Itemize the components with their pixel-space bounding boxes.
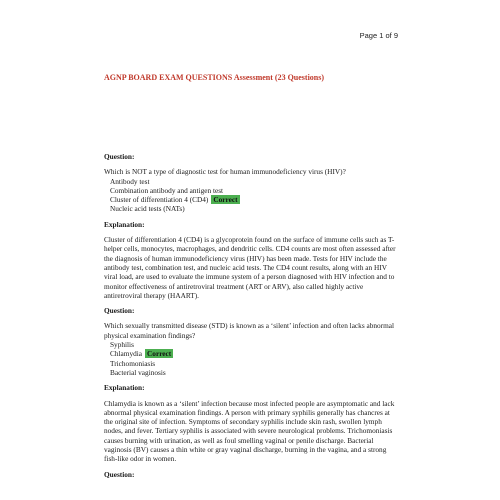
question-text: Which sexually transmitted disease (STD) is known as a ‘silent’ infection and often lacks abnormal physical examination findings?	[104, 321, 395, 340]
answer-option-correct: Cluster of differentiation 4 (CD4) Correct	[110, 195, 238, 205]
question-block-2	[104, 306, 400, 463]
question-heading: Question:	[104, 152, 135, 161]
title-suffix: Assessment (23 Questions)	[233, 73, 325, 82]
question-list	[104, 152, 400, 485]
answer-option: Bacterial vaginosis	[110, 367, 166, 377]
title-main: AGNP BOARD EXAM QUESTIONS	[104, 73, 233, 82]
question-heading: Question:	[104, 306, 135, 316]
answer-option: Trichomoniasis	[110, 358, 156, 368]
answer-option: Combination antibody and antigen test	[110, 185, 224, 195]
answer-options	[104, 177, 400, 214]
explanation-text: Chlamydia is known as a ‘silent’ infection because most infected people are asymptomatic and lack abnormal physical examination findings. A person with primary syphilis generally has chancres at the original site of infection. Symptoms of secondary syphilis include skin rash, swollen lymph nodes, and fever. Tertiary syphilis is associated with severe neurological problems. Trichomoniasis causes burning with urination, as well as foul smelling vaginal or penile discharge. Bacterial vaginosis (BV) causes a thin white or gray vaginal discharge, burning in the vagina, and a strong fish-like odor in women.	[104, 398, 395, 464]
answer-option: Antibody test	[110, 176, 150, 186]
answer-option: Nucleic acid tests (NATs)	[110, 204, 185, 214]
explanation-text: Cluster of differentiation 4 (CD4) is a glycoprotein found on the surface of immune cells such as T-helper cells, monocytes, macrophages, and dendritic cells. CD4 counts are most often assessed after the diagnosis of human immunodeficiency virus (HIV) has been made. Tests for HIV include the antibody test, combination test, and nucleic acid tests. The CD4 count results, along with an HIV viral load, are used to evaluate the immune system of a person diagnosed with HIV infection and to monitor effectiveness of antiretroviral treatment (ART or ARV), also called highly active antiretroviral therapy (HAART).	[104, 235, 396, 300]
answer-option: Syphilis	[110, 340, 134, 350]
question-heading: Question:	[104, 469, 135, 479]
explanation-heading: Explanation:	[104, 219, 145, 229]
question-text: Which is NOT a type of diagnostic test for human immunodeficiency virus (HIV)?	[104, 167, 346, 177]
question-block-3	[104, 470, 400, 479]
document-title	[104, 73, 324, 82]
page-number: Page 1 of 9	[359, 31, 398, 40]
answer-option-correct: Chlamydia Correct	[110, 349, 172, 359]
correct-badge: Correct	[213, 195, 238, 205]
answer-options	[104, 340, 400, 377]
explanation-heading: Explanation:	[104, 383, 145, 393]
question-block-1	[104, 152, 400, 300]
correct-badge: Correct	[147, 349, 172, 359]
